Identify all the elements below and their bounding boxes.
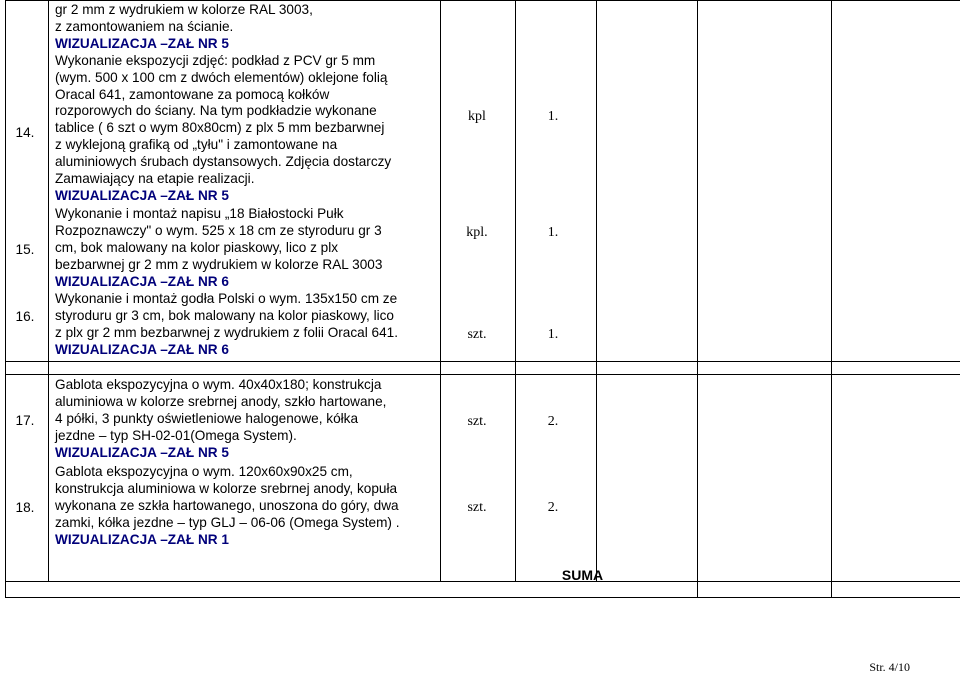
suma-bottom-border <box>5 597 960 598</box>
item-description <box>55 377 433 462</box>
visualization-reference: WIZUALIZACJA –ZAŁ NR 5 <box>55 444 229 460</box>
description-line: z plx gr 2 mm bezbarwnej z wydrukiem z folii Oracal 641. <box>55 324 398 340</box>
description-line: (wym. 500 x 100 cm z dwóch elementów) oklejone folią <box>55 69 388 85</box>
description-line: Gablota ekspozycyjna o wym. 40x40x180; konstrukcja <box>55 377 382 392</box>
description-line: rozporowych do ściany. Na tym podkładzie wykonane <box>55 103 377 119</box>
unit-cell: kpl. <box>466 225 488 240</box>
quantity-cell: 2. <box>547 500 559 515</box>
quantity-cell: 1. <box>547 327 559 342</box>
description-line: Wykonanie ekspozycji zdjęć: podkład z PCV gr 5 mm <box>55 52 376 68</box>
description-line: Wykonanie i montaż napisu „18 Białostocki Pułk <box>55 206 344 221</box>
description-line: Gablota ekspozycyjna o wym. 120x60x90x25 cm, <box>55 464 353 479</box>
description-line: Rozpoznawczy" o wym. 525 x 18 cm ze styroduru gr 3 <box>55 222 382 238</box>
description-line: konstrukcja aluminiowa w kolorze srebrnej anody, kopuła <box>55 480 398 496</box>
description-line: wykonana ze szkła hartowanego, unoszona do góry, dwa <box>55 497 399 513</box>
description-line: Oracal 641, zamontowane za pomocą kołków <box>55 86 330 102</box>
item-description <box>55 2 433 205</box>
row-number: 15. <box>15 242 35 257</box>
description-line: cm, bok malowany na kolor piaskowy, lico z plx <box>55 239 339 255</box>
col-border-price <box>697 0 698 597</box>
quantity-cell: 1. <box>547 225 559 240</box>
unit-cell: kpl <box>468 109 486 124</box>
col-border-num <box>48 0 49 581</box>
description-line: aluminiowych śrubach dystansowych. Zdjęcia dostarczy <box>55 154 392 170</box>
unit-cell: szt. <box>467 327 487 342</box>
visualization-reference: WIZUALIZACJA –ZAŁ NR 6 <box>55 273 229 289</box>
description-line: 4 półki, 3 punkty oświetleniowe halogenowe, kółka <box>55 410 359 426</box>
visualization-reference: WIZUALIZACJA –ZAŁ NR 5 <box>55 35 229 51</box>
description-line: z wyklejoną grafiką od „tyłu" i zamontowane na <box>55 137 338 153</box>
row-number: 17. <box>15 413 35 428</box>
description-line: bezbarwnej gr 2 mm z wydrukiem w kolorze RAL 3003 <box>55 256 383 272</box>
row-number: 14. <box>15 125 35 140</box>
row-separator-16 <box>5 361 960 362</box>
quantity-cell: 1. <box>547 109 559 124</box>
description-line: styroduru gr 3 cm, bok malowany na kolor piaskowy, lico <box>55 307 394 323</box>
description-line: Zamawiający na etapie realizacji. <box>55 171 255 187</box>
item-description <box>55 291 433 359</box>
item-description <box>55 464 433 549</box>
table-top-border <box>5 0 960 1</box>
visualization-reference: WIZUALIZACJA –ZAŁ NR 1 <box>55 531 229 547</box>
sum-label: SUMA <box>561 567 604 583</box>
description-line: aluminiowa w kolorze srebrnej anody, szkło hartowane, <box>55 393 387 409</box>
col-border-desc <box>440 0 441 581</box>
row-number: 18. <box>15 500 35 515</box>
unit-cell: szt. <box>467 414 487 429</box>
visualization-reference: WIZUALIZACJA –ZAŁ NR 6 <box>55 341 229 357</box>
row-separator-17 <box>5 374 960 375</box>
unit-cell: szt. <box>467 500 487 515</box>
item-description <box>55 206 433 291</box>
col-border-qty <box>596 0 597 581</box>
description-line: tablice ( 6 szt o wym 80x80cm) z plx 5 mm bezbarwnej <box>55 120 385 136</box>
row-number: 16. <box>15 309 35 324</box>
col-border-value <box>831 0 832 597</box>
page-number: Str. 4/10 <box>869 660 910 674</box>
visualization-reference: WIZUALIZACJA –ZAŁ NR 5 <box>55 187 229 203</box>
col-border-unit <box>515 0 516 581</box>
description-line: zamki, kółka jezdne – typ GLJ – 06-06 (Omega System) . <box>55 514 400 530</box>
description-line: Wykonanie i montaż godła Polski o wym. 135x150 cm ze <box>55 291 398 306</box>
description-line: z zamontowaniem na ścianie. <box>55 18 234 34</box>
description-line: gr 2 mm z wydrukiem w kolorze RAL 3003, <box>55 2 313 17</box>
table-bottom-border <box>5 581 960 582</box>
quantity-cell: 2. <box>547 414 559 429</box>
description-line: jezdne – typ SH-02-01(Omega System). <box>55 427 297 443</box>
